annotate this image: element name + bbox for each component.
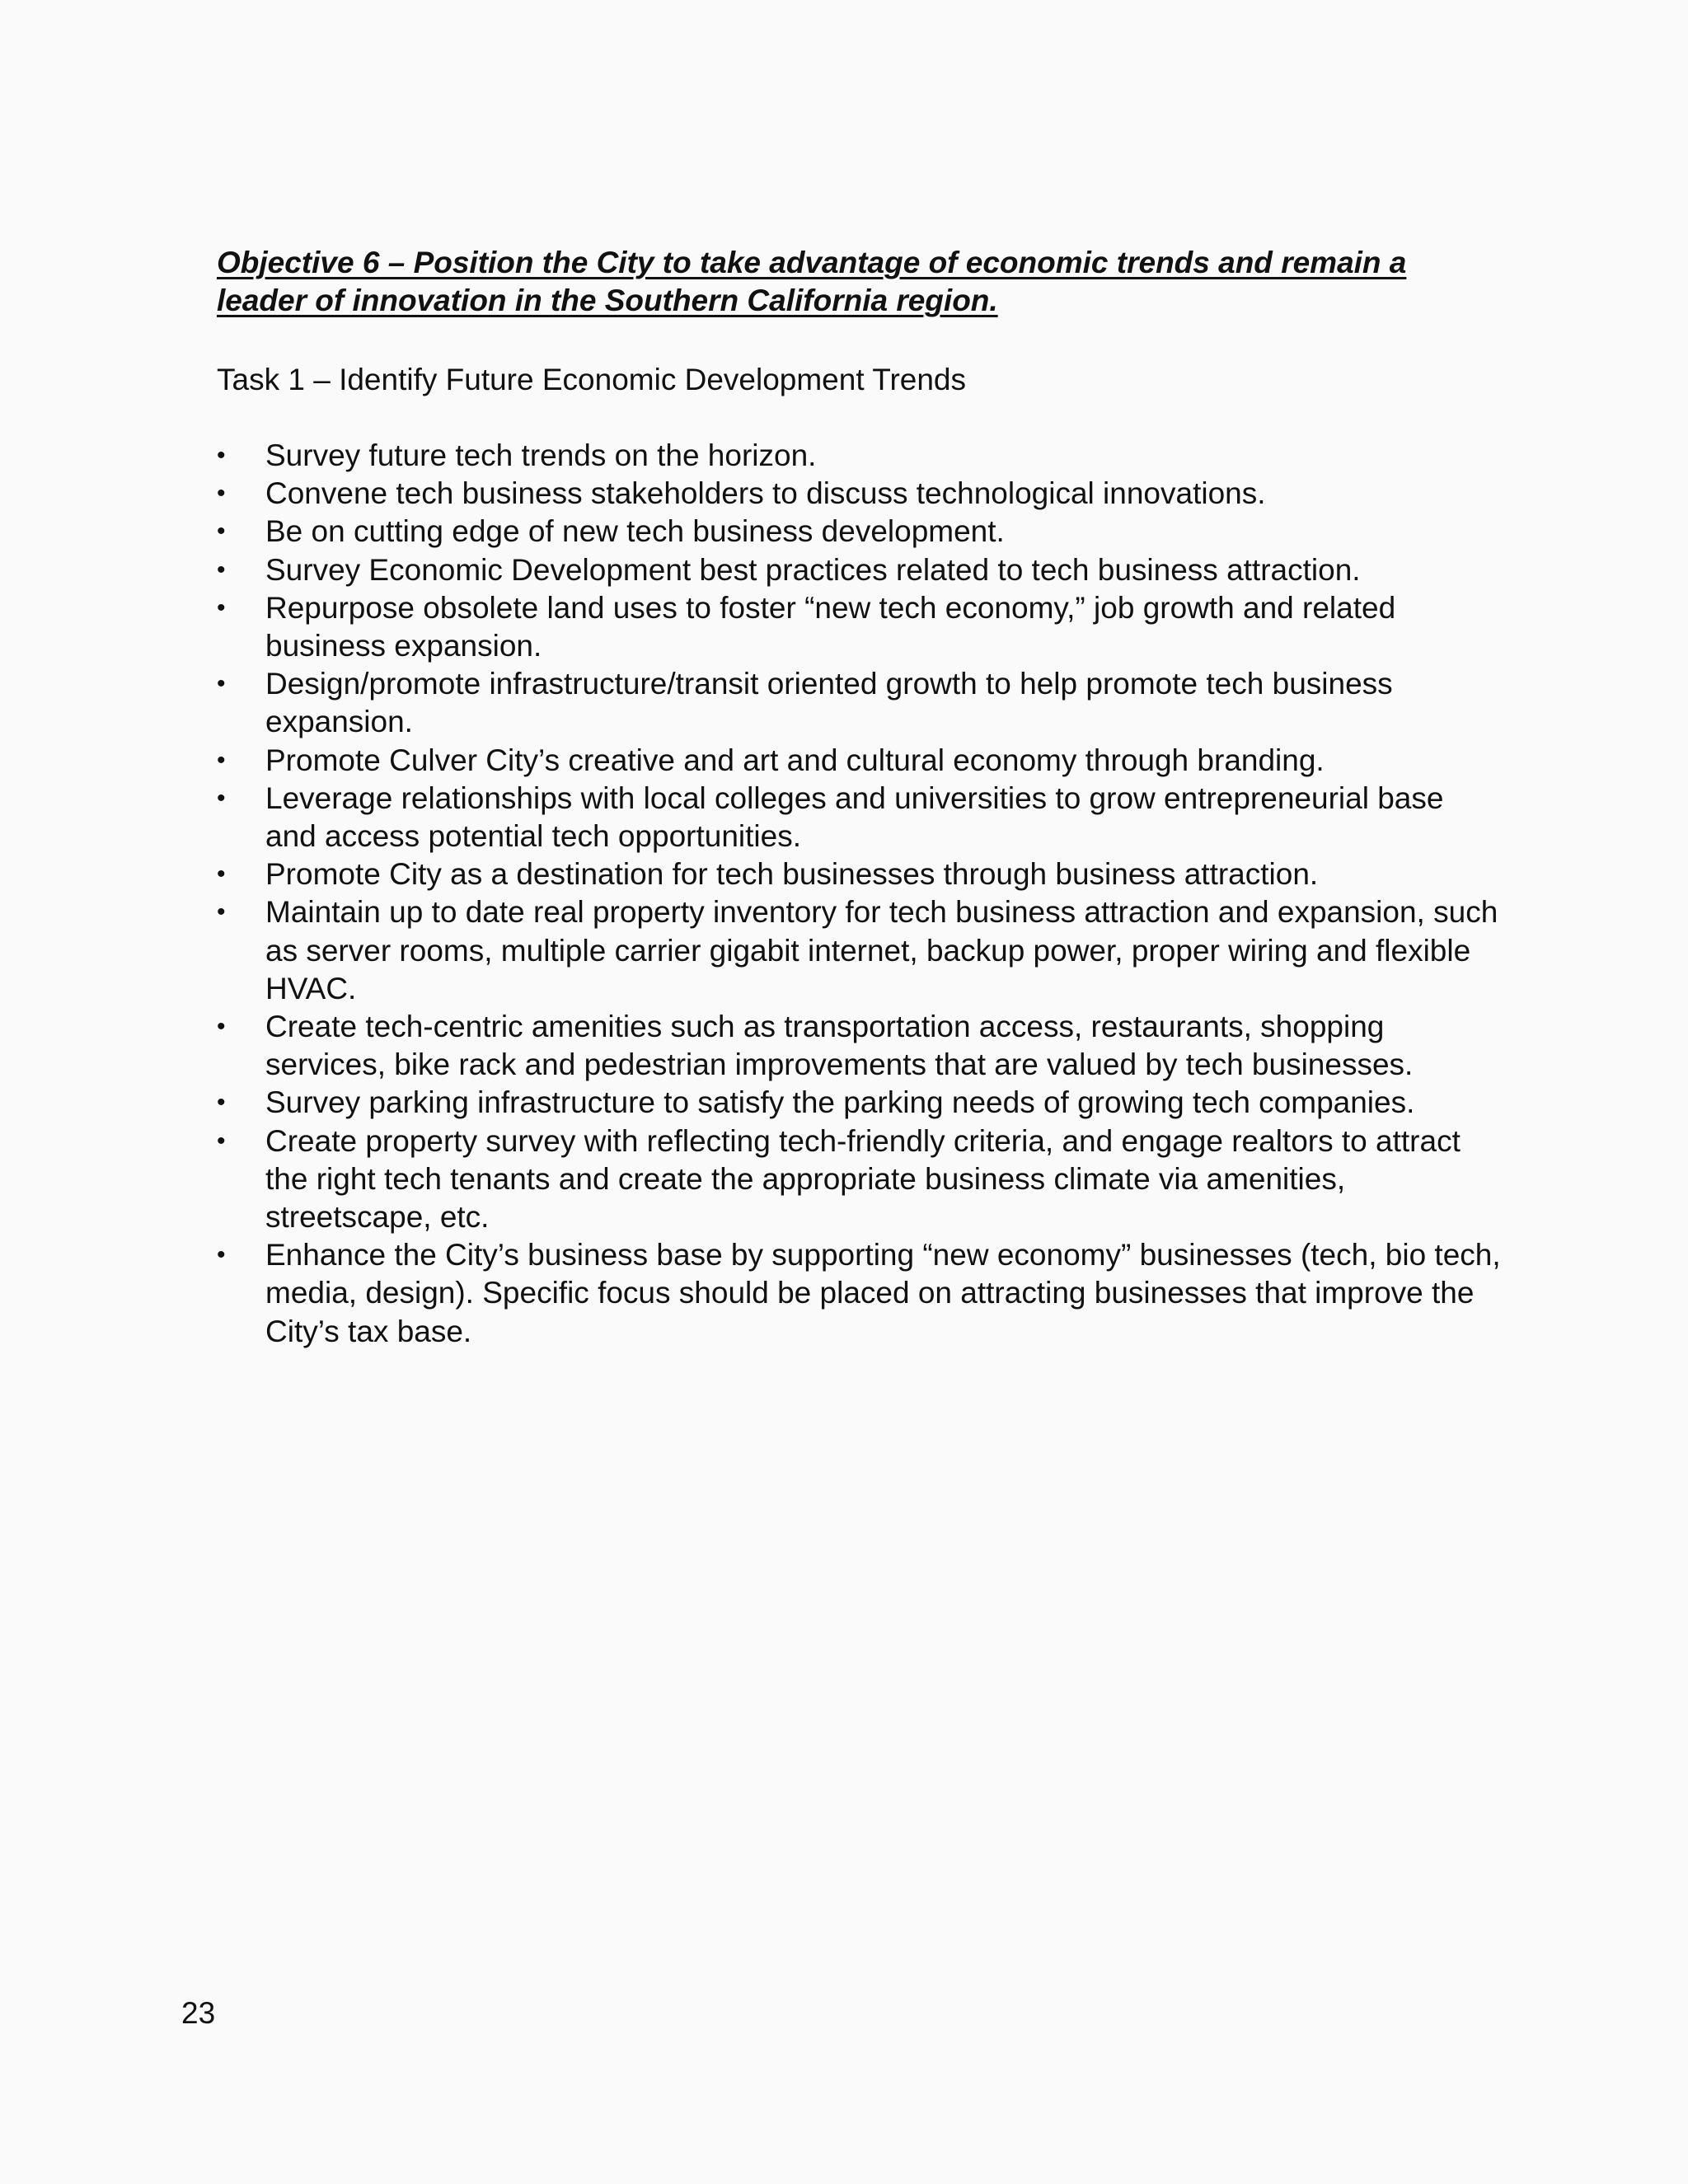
list-item xyxy=(217,855,1503,893)
bullet-list xyxy=(217,437,1503,1351)
list-item-text: Enhance the City’s business base by supporting “new economy” businesses (tech, bio tech, media, design). Specific focus should be placed on attracting businesses that improve the City’s tax base. xyxy=(265,1238,1501,1348)
list-item-text: Create tech-centric amenities such as transportation access, restaurants, shopping services, bike rack and pedestrian improvements that are valued by tech businesses. xyxy=(265,1010,1414,1082)
list-item xyxy=(217,475,1503,513)
bullet-icon: • xyxy=(217,1089,226,1117)
bullet-icon: • xyxy=(217,898,226,926)
list-item xyxy=(217,893,1503,1008)
list-item-text: Survey parking infrastructure to satisfy the parking needs of growing tech companies. xyxy=(265,1085,1415,1120)
list-item-text: Repurpose obsolete land uses to foster “new tech economy,” job growth and related business expansion. xyxy=(265,590,1396,663)
bullet-icon: • xyxy=(217,746,226,774)
list-item xyxy=(217,1084,1503,1122)
bullet-icon: • xyxy=(217,784,226,812)
list-item xyxy=(217,437,1503,475)
bullet-icon: • xyxy=(217,593,226,621)
list-item-text: Promote City as a destination for tech businesses through business attraction. xyxy=(265,857,1319,892)
task-title: Task 1 – Identify Future Economic Development Trends xyxy=(217,363,966,396)
list-item xyxy=(217,665,1503,741)
bullet-icon: • xyxy=(217,1127,226,1155)
list-item-text: Promote Culver City’s creative and art and cultural economy through branding. xyxy=(265,743,1325,777)
list-item-text: Survey future tech trends on the horizon. xyxy=(265,438,817,472)
page-number: 23 xyxy=(181,1996,216,2030)
list-item xyxy=(217,1008,1503,1084)
list-item xyxy=(217,1122,1503,1237)
list-item-text: Maintain up to date real property inventory for tech business attraction and expansion, such as server rooms, multiple carrier gigabit internet, backup power, proper wiring and flexible HVAC. xyxy=(265,895,1498,1005)
list-item xyxy=(217,780,1503,855)
bullet-icon: • xyxy=(217,555,226,583)
bullet-icon: • xyxy=(217,670,226,698)
bullet-icon: • xyxy=(217,1013,226,1041)
bullet-icon: • xyxy=(217,860,226,888)
list-item xyxy=(217,589,1503,665)
list-item-text: Survey Economic Development best practices related to tech business attraction. xyxy=(265,552,1361,587)
list-item xyxy=(217,513,1503,551)
list-item xyxy=(217,1236,1503,1351)
list-item xyxy=(217,742,1503,780)
bullet-icon: • xyxy=(217,442,226,469)
list-item-text: Leverage relationships with local colleges and universities to grow entrepreneurial base and access potential tech opportunities. xyxy=(265,780,1444,854)
list-item-text: Be on cutting edge of new tech business development. xyxy=(265,514,1005,549)
objective-heading: Objective 6 – Position the City to take advantage of economic trends and remain a leader of innovation in the Southern California region. xyxy=(217,246,1407,317)
list-item xyxy=(217,551,1503,589)
list-item-text: Design/promote infrastructure/transit oriented growth to help promote tech business expansion. xyxy=(265,667,1393,739)
list-item-text: Create property survey with reflecting tech-friendly criteria, and engage realtors to attract the right tech tenants and create the appropriate business climate via amenities, streetscape, etc. xyxy=(265,1123,1461,1235)
list-item-text: Convene tech business stakeholders to discuss technological innovations. xyxy=(265,476,1266,511)
bullet-icon: • xyxy=(217,518,226,546)
bullet-icon: • xyxy=(217,1241,226,1269)
bullet-icon: • xyxy=(217,480,226,508)
